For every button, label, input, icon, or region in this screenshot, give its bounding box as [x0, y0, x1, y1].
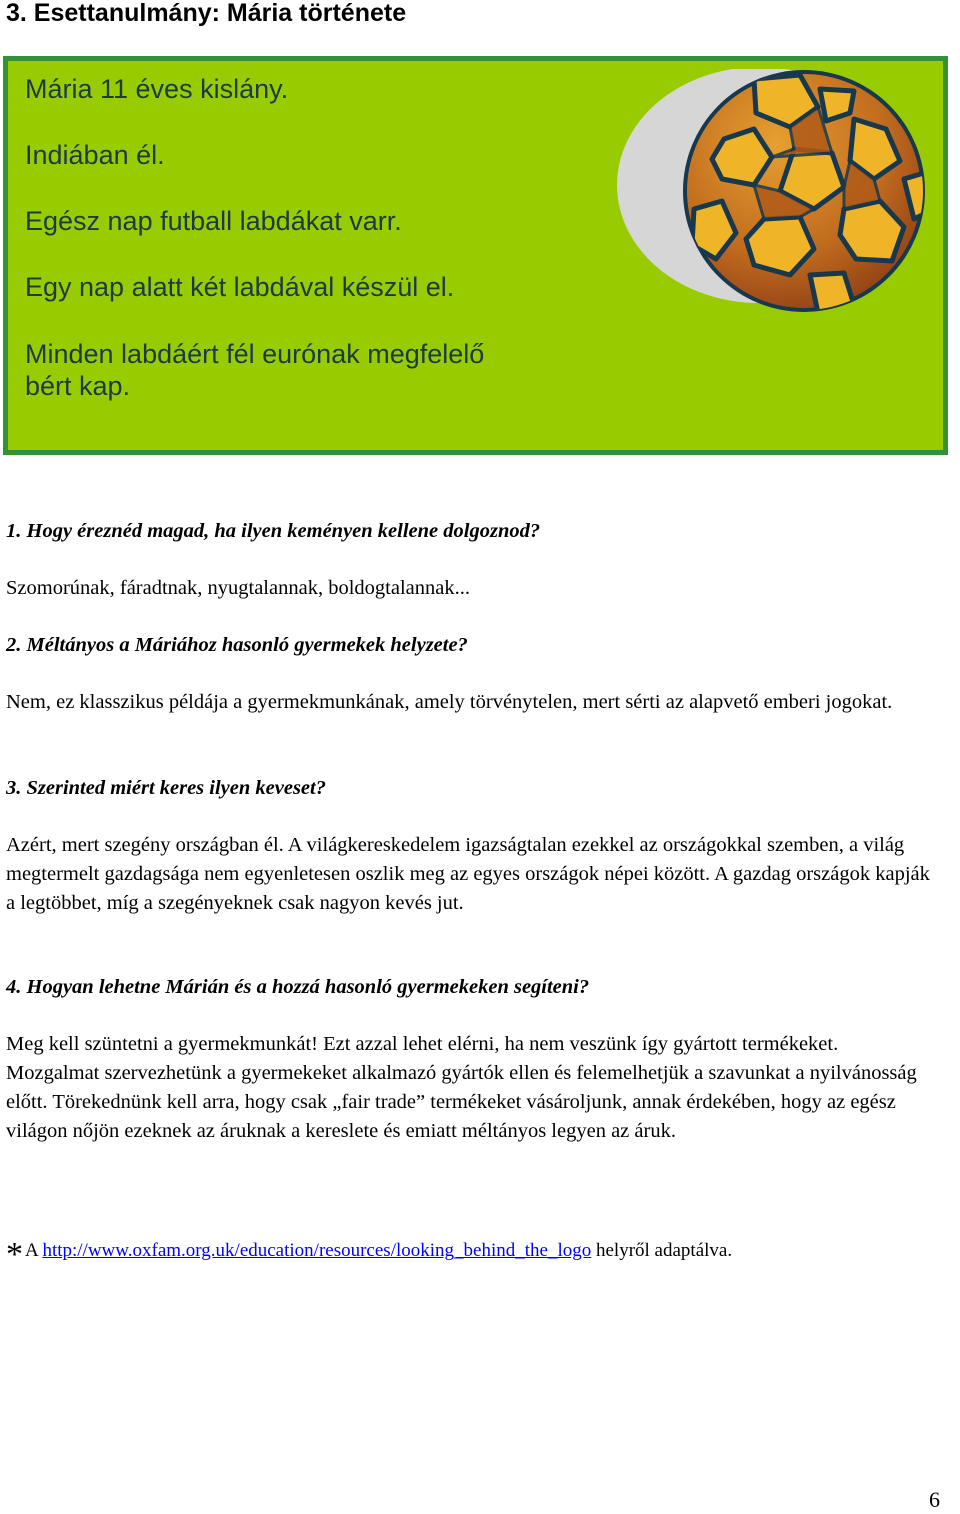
footnote-suffix: helyről adaptálva.	[591, 1240, 733, 1261]
story-box	[3, 56, 948, 455]
footnote	[6, 1236, 733, 1273]
page-number: 6	[929, 1487, 940, 1512]
footnote-marker: *	[6, 1236, 23, 1273]
story-line: Indiában él.	[25, 140, 165, 170]
section-title: 3. Esettanulmány: Mária története	[6, 0, 407, 27]
answer: Szomorúnak, fáradtnak, nyugtalannak, boldogtalannak...	[6, 577, 470, 599]
question: 3. Szerinted miért keres ilyen keveset?	[6, 777, 326, 799]
story-line: Egy nap alatt két labdával készül el.	[25, 272, 455, 302]
question: 1. Hogy éreznéd magad, ha ilyen keményen kellene dolgoznod?	[6, 520, 541, 542]
source-link[interactable]: http://www.oxfam.org.uk/education/resources/looking_behind_the_logo	[42, 1240, 592, 1261]
answer: Azért, mert szegény országban él. A világkereskedelem igazságtalan ezekkel az országokkal szemben, a világ megtermelt gazdagsága nem egyenletesen oszlik meg az egyes országok népei között. A gazdag országok kapják a legtöbbet, míg a szegényeknek csak nagyon kevés jut.	[6, 834, 930, 914]
story-line: Egész nap futball labdákat varr.	[25, 206, 402, 236]
answer: Nem, ez klasszikus példája a gyermekmunkának, amely törvénytelen, mert sérti az alapvető emberi jogokat.	[6, 691, 893, 713]
footnote-prefix: A	[25, 1240, 43, 1261]
question: 4. Hogyan lehetne Márián és a hozzá hasonló gyermekeken segíteni?	[6, 976, 590, 998]
story-line: bért kap.	[25, 371, 131, 401]
story-line: Minden labdáért fél eurónak megfelelő	[25, 339, 485, 369]
question: 2. Méltányos a Máriához hasonló gyermekek helyzete?	[6, 634, 468, 656]
story-line: Mária 11 éves kislány.	[25, 74, 289, 104]
soccer-ball-illustration	[604, 69, 944, 314]
answer: Meg kell szüntetni a gyermekmunkát! Ezt azzal lehet elérni, ha nem veszünk így gyártott termékeket. Mozgalmat szervezhetünk a gyermekeket alkalmazó gyártók ellen és felemelhetjük a szavunkat a nyilvánosság előtt. Törekednünk kell arra, hogy csak „fair trade” termékeket vásároljunk, annak érdekében, hogy az egész világon nőjön ezeknek az áruknak a kereslete és emiatt méltányos legyen az áruk.	[6, 1033, 917, 1142]
